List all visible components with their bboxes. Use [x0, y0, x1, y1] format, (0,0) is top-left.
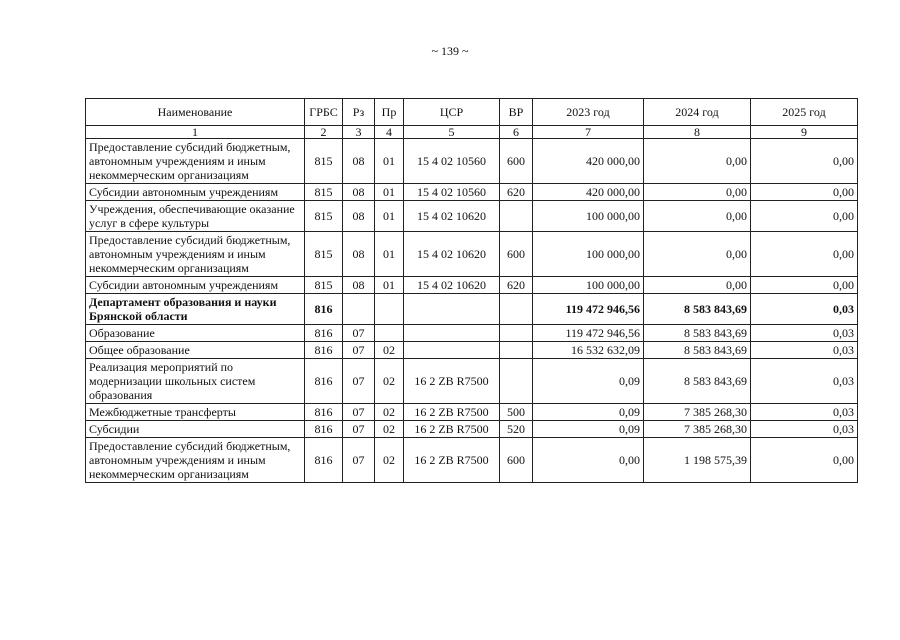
table-row	[86, 438, 858, 483]
table-row	[86, 404, 858, 421]
row-sum-2024: 0,00	[644, 184, 751, 201]
row-name: Общее образование	[86, 342, 305, 359]
row-name: Образование	[86, 325, 305, 342]
table-row	[86, 325, 858, 342]
row-rz: 08	[343, 139, 375, 184]
row-sum-2023: 119 472 946,56	[533, 294, 644, 325]
row-pr: 02	[375, 421, 404, 438]
row-sum-2025: 0,03	[751, 421, 858, 438]
column-number: 9	[751, 126, 858, 139]
row-rz: 07	[343, 342, 375, 359]
row-pr: 02	[375, 359, 404, 404]
row-grbs: 816	[305, 359, 343, 404]
row-sum-2025: 0,00	[751, 139, 858, 184]
row-csr: 16 2 ZB R7500	[404, 359, 500, 404]
budget-table	[85, 98, 858, 483]
table-row	[86, 232, 858, 277]
row-name: Реализация мероприятий по модернизации школьных систем образования	[86, 359, 305, 404]
row-sum-2025: 0,03	[751, 404, 858, 421]
row-rz: 08	[343, 184, 375, 201]
header-2023: 2023 год	[533, 99, 644, 126]
row-sum-2025: 0,03	[751, 294, 858, 325]
table-row	[86, 294, 858, 325]
table-row	[86, 184, 858, 201]
row-sum-2024: 8 583 843,69	[644, 342, 751, 359]
row-vr: 620	[500, 277, 533, 294]
row-sum-2024: 0,00	[644, 277, 751, 294]
header-2025: 2025 год	[751, 99, 858, 126]
row-grbs: 816	[305, 438, 343, 483]
row-sum-2024: 0,00	[644, 201, 751, 232]
row-name: Межбюджетные трансферты	[86, 404, 305, 421]
row-sum-2024: 1 198 575,39	[644, 438, 751, 483]
row-sum-2024: 8 583 843,69	[644, 294, 751, 325]
row-sum-2024: 8 583 843,69	[644, 359, 751, 404]
row-pr	[375, 325, 404, 342]
row-rz: 07	[343, 438, 375, 483]
column-number: 2	[305, 126, 343, 139]
row-grbs: 815	[305, 232, 343, 277]
header-grbs: ГРБС	[305, 99, 343, 126]
column-number-row	[86, 126, 858, 139]
row-rz: 07	[343, 421, 375, 438]
header-2024: 2024 год	[644, 99, 751, 126]
column-number: 7	[533, 126, 644, 139]
table-row	[86, 342, 858, 359]
row-sum-2024: 0,00	[644, 232, 751, 277]
row-name: Субсидии	[86, 421, 305, 438]
row-sum-2025: 0,03	[751, 325, 858, 342]
header-csr: ЦСР	[404, 99, 500, 126]
row-pr: 01	[375, 139, 404, 184]
row-csr: 15 4 02 10560	[404, 139, 500, 184]
header-rz: Рз	[343, 99, 375, 126]
row-vr	[500, 342, 533, 359]
row-csr: 15 4 02 10620	[404, 277, 500, 294]
row-csr	[404, 325, 500, 342]
row-csr: 15 4 02 10620	[404, 232, 500, 277]
row-csr: 15 4 02 10560	[404, 184, 500, 201]
row-sum-2023: 100 000,00	[533, 201, 644, 232]
row-vr	[500, 294, 533, 325]
column-number: 5	[404, 126, 500, 139]
row-sum-2025: 0,03	[751, 359, 858, 404]
row-rz: 08	[343, 232, 375, 277]
row-sum-2023: 16 532 632,09	[533, 342, 644, 359]
row-sum-2025: 0,00	[751, 184, 858, 201]
row-rz	[343, 294, 375, 325]
header-vr: ВР	[500, 99, 533, 126]
row-grbs: 816	[305, 404, 343, 421]
row-csr: 15 4 02 10620	[404, 201, 500, 232]
row-vr	[500, 201, 533, 232]
table-row	[86, 421, 858, 438]
row-rz: 07	[343, 359, 375, 404]
row-pr: 02	[375, 438, 404, 483]
row-csr	[404, 294, 500, 325]
row-csr: 16 2 ZB R7500	[404, 404, 500, 421]
row-grbs: 815	[305, 277, 343, 294]
page-number: ~ 139 ~	[431, 44, 469, 58]
table-row	[86, 359, 858, 404]
row-sum-2025: 0,03	[751, 342, 858, 359]
column-number: 8	[644, 126, 751, 139]
row-vr	[500, 359, 533, 404]
row-pr: 01	[375, 232, 404, 277]
row-sum-2025: 0,00	[751, 201, 858, 232]
row-pr: 02	[375, 342, 404, 359]
row-grbs: 816	[305, 294, 343, 325]
row-sum-2023: 420 000,00	[533, 139, 644, 184]
row-sum-2024: 7 385 268,30	[644, 421, 751, 438]
row-name: Субсидии автономным учреждениям	[86, 184, 305, 201]
row-sum-2023: 0,00	[533, 438, 644, 483]
row-name: Предоставление субсидий бюджетным, автономным учреждениям и иным некоммерческим организациям	[86, 139, 305, 184]
row-name: Субсидии автономным учреждениям	[86, 277, 305, 294]
table-row	[86, 277, 858, 294]
row-name: Предоставление субсидий бюджетным, автономным учреждениям и иным некоммерческим организациям	[86, 438, 305, 483]
row-vr	[500, 325, 533, 342]
row-sum-2025: 0,00	[751, 438, 858, 483]
row-vr: 520	[500, 421, 533, 438]
row-grbs: 815	[305, 201, 343, 232]
row-grbs: 816	[305, 421, 343, 438]
row-csr: 16 2 ZB R7500	[404, 421, 500, 438]
row-grbs: 816	[305, 342, 343, 359]
column-number: 3	[343, 126, 375, 139]
header-name: Наименование	[86, 99, 305, 126]
row-pr: 01	[375, 201, 404, 232]
row-rz: 08	[343, 277, 375, 294]
row-sum-2023: 119 472 946,56	[533, 325, 644, 342]
row-name: Учреждения, обеспечивающие оказание услуг в сфере культуры	[86, 201, 305, 232]
row-sum-2023: 420 000,00	[533, 184, 644, 201]
header-row	[86, 99, 858, 126]
row-rz: 08	[343, 201, 375, 232]
row-name: Предоставление субсидий бюджетным, автономным учреждениям и иным некоммерческим организациям	[86, 232, 305, 277]
row-sum-2024: 7 385 268,30	[644, 404, 751, 421]
row-sum-2023: 0,09	[533, 404, 644, 421]
row-csr: 16 2 ZB R7500	[404, 438, 500, 483]
row-sum-2023: 100 000,00	[533, 277, 644, 294]
row-grbs: 816	[305, 325, 343, 342]
row-sum-2025: 0,00	[751, 232, 858, 277]
column-number: 6	[500, 126, 533, 139]
row-sum-2024: 8 583 843,69	[644, 325, 751, 342]
row-pr: 01	[375, 184, 404, 201]
row-pr: 02	[375, 404, 404, 421]
row-vr: 620	[500, 184, 533, 201]
header-pr: Пр	[375, 99, 404, 126]
table-body	[86, 139, 858, 483]
row-vr: 600	[500, 438, 533, 483]
table-row	[86, 139, 858, 184]
row-sum-2024: 0,00	[644, 139, 751, 184]
row-sum-2023: 0,09	[533, 359, 644, 404]
table-header	[86, 99, 858, 139]
row-vr: 600	[500, 232, 533, 277]
column-number: 4	[375, 126, 404, 139]
row-name: Департамент образования и науки Брянской области	[86, 294, 305, 325]
row-grbs: 815	[305, 139, 343, 184]
row-vr: 600	[500, 139, 533, 184]
row-rz: 07	[343, 325, 375, 342]
row-pr	[375, 294, 404, 325]
row-grbs: 815	[305, 184, 343, 201]
row-csr	[404, 342, 500, 359]
row-rz: 07	[343, 404, 375, 421]
row-pr: 01	[375, 277, 404, 294]
row-vr: 500	[500, 404, 533, 421]
column-number: 1	[86, 126, 305, 139]
row-sum-2023: 0,09	[533, 421, 644, 438]
row-sum-2025: 0,00	[751, 277, 858, 294]
table-row	[86, 201, 858, 232]
row-sum-2023: 100 000,00	[533, 232, 644, 277]
